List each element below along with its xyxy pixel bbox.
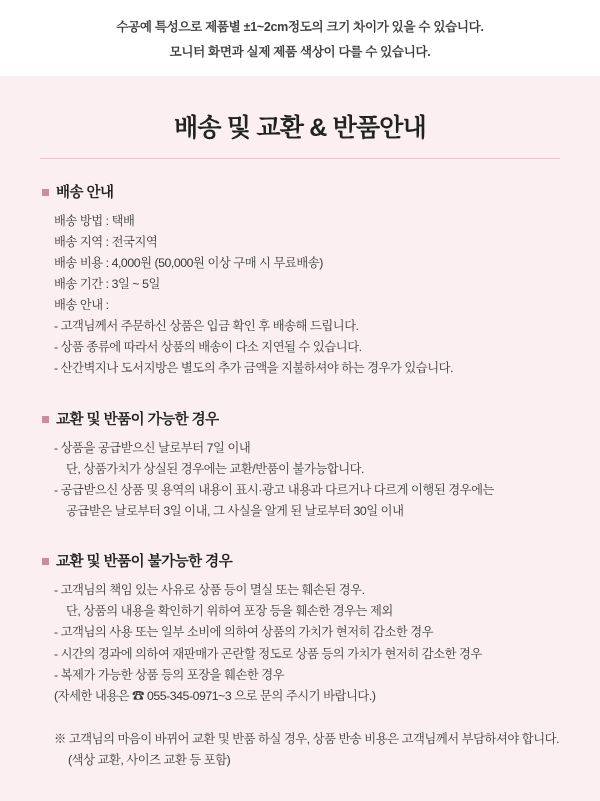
section-exchange-denied-header — [42, 550, 560, 571]
section-exchange-allowed-lines — [40, 438, 560, 523]
list-item: 공급받은 날로부터 3일 이내, 그 사실을 알게 된 날로부터 30일 이내 — [54, 501, 560, 522]
list-item: - 시간의 경과에 의하여 재판매가 곤란할 정도로 상품 등의 가치가 현저히 감소한 경우 — [54, 644, 560, 665]
list-item: - 상품 종류에 따라서 상품의 배송이 다소 지연될 수 있습니다. — [54, 337, 560, 358]
top-notice-block — [0, 0, 600, 76]
info-panel — [0, 76, 600, 801]
top-notice-line-1: 수공예 특성으로 제품별 ±1~2cm정도의 크기 차이가 있을 수 있습니다. — [20, 18, 580, 37]
list-item: - 산간벽지나 도서지방은 별도의 추가 금액을 지불하셔야 하는 경우가 있습니다. — [54, 358, 560, 379]
bullet-square-icon — [42, 558, 49, 565]
list-item: 배송 지역 : 전국지역 — [54, 232, 560, 253]
footnote-line-1: ※ 고객님의 마음이 바뀌어 교환 및 반품 하실 경우, 상품 반송 비용은 고객님께서 부담하셔야 합니다. — [54, 729, 560, 750]
list-item: 배송 비용 : 4,000원 (50,000원 이상 구매 시 무료배송) — [54, 253, 560, 274]
list-item: - 공급받으신 상품 및 용역의 내용이 표시·광고 내용과 다르거나 다르게 이행된 경우에는 — [54, 480, 560, 501]
section-exchange-allowed — [40, 408, 560, 523]
contact-phone-line: (자세한 내용은 ☎ 055-345-0971~3 으로 문의 주시기 바랍니다.) — [54, 686, 560, 707]
list-item: 배송 방법 : 택배 — [54, 211, 560, 232]
list-item: 배송 안내 : — [54, 295, 560, 316]
list-item: - 고객님께서 주문하신 상품은 입금 확인 후 배송해 드립니다. — [54, 316, 560, 337]
section-shipping-header — [42, 181, 560, 202]
list-item: 단, 상품가치가 상실된 경우에는 교환/반품이 불가능합니다. — [54, 459, 560, 480]
section-exchange-allowed-header — [42, 408, 560, 429]
title-divider — [40, 158, 560, 159]
list-item: - 상품을 공급받으신 날로부터 7일 이내 — [54, 438, 560, 459]
list-item: - 고객님의 사용 또는 일부 소비에 의하여 상품의 가치가 현저히 감소한 경우 — [54, 622, 560, 643]
footnote-block — [40, 729, 560, 771]
page-title: 배송 및 교환 & 반품안내 — [0, 108, 600, 144]
section-exchange-denied — [40, 550, 560, 707]
list-item: - 복제가 가능한 상품 등의 포장을 훼손한 경우 — [54, 665, 560, 686]
list-item: 단, 상품의 내용을 확인하기 위하여 포장 등을 훼손한 경우는 제외 — [54, 601, 560, 622]
bullet-square-icon — [42, 189, 49, 196]
bullet-square-icon — [42, 416, 49, 423]
panel-content — [40, 181, 560, 772]
section-exchange-allowed-title: 교환 및 반품이 가능한 경우 — [56, 408, 219, 429]
list-item: 배송 기간 : 3일 ~ 5일 — [54, 274, 560, 295]
section-shipping-lines — [40, 211, 560, 380]
section-shipping — [40, 181, 560, 380]
footnote-line-2: (색상 교환, 사이즈 교환 등 포함) — [54, 750, 560, 771]
section-shipping-title: 배송 안내 — [56, 181, 114, 202]
section-exchange-denied-lines — [40, 580, 560, 707]
section-exchange-denied-title: 교환 및 반품이 불가능한 경우 — [56, 550, 232, 571]
top-notice-line-2: 모니터 화면과 실제 제품 색상이 다를 수 있습니다. — [20, 43, 580, 62]
list-item: - 고객님의 책임 있는 사유로 상품 등이 멸실 또는 훼손된 경우. — [54, 580, 560, 601]
